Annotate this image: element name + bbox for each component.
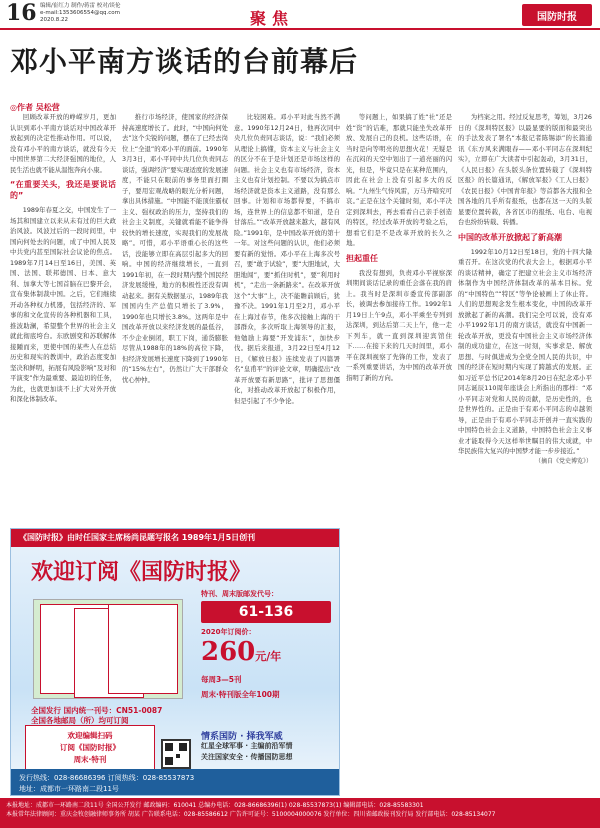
qr-text-2: 订阅《国防时报》 — [60, 743, 120, 752]
subheading-1: “在重要关头，我还是要说话的” — [10, 180, 116, 200]
ad-headline: 欢迎订阅《国防时报》 — [31, 559, 252, 585]
paragraph: 为档案之用。经过反复思考，筹划，3月26日的《深圳特区报》以最显要的版面和最突出的手法发表了署名“本报记者陈锡添”的长篇通讯《东方风来满眼春——邓小平同志在深圳纪实》，立即在广大读者中引起轰动，3月31日，《人民日报》在头版头条位置转载了《深圳特区报》的长篇通讯，《解放军报》《工人日报》《农民日报》《中国青年报》等首都各大报和全国各地的几乎所有报纸，也都在这一天的头版显要位置转载，各省区市的报纸、电台、电视台也纷纷转载、转播。 — [458, 113, 592, 226]
qr-text-3: 周末·特刊 — [73, 755, 107, 764]
ad-postal-code: 61-136 — [201, 601, 331, 623]
footer-line-1: 本报地址：成都市一环路南二段11号 全国公开发行 邮政编码：610041 总编办电话：028-86686396(1) 028-85537873(1) 编辑部电话：028-85583301 — [6, 802, 424, 809]
qr-text-1: 欢迎编辑扫码 — [67, 731, 113, 740]
ad-price-label: 2020年订阅价： — [201, 628, 256, 636]
ad-slogan-3: 关注国家安全 · 传播国防思想 — [201, 753, 293, 761]
paragraph: 比较困难。邓小平对此当然不满意。1990年12月24日，他再次同中央几位负责同志谈话，说：“我们必须从理论上搞懂，资本主义与社会主义的区分不在于是计划还是市场这样的问题。社会主义也有市场经济，资本主义也有计划控制。不要以为搞点市场经济就是资本主义道路，没有那么回事。计划和市场都得要，不搞市场，连世界上的信息都不知道，是自甘落后。”“改革开放越来越大，越有风险。”1991年，是中国改革开放的第十一年。对这些问题的认识，他们必须要有新的觉悟。邓小平在上海多次号召，要“敢于试验”，要“大胆地试，大胆地闯”，要“抓住时机”，要“利用时机”，“走出一条新路来”。在改革开放这个“大事”上，决不能瞻前顾后，犹豫不决。1991年1月至2月，邓小平在上海过春节，他多次接触上海的干部群众，多次听取上海领导的汇报，他勉励上海要“开发浦东”，加快步伐。据后来报道，3月22日至4月12日，《解放日报》连续发表了四篇署名“皇甫平”的评论文章，明确提出“改革开放要有新思路”，批评了思想僵化，对推动改革开放起了积极作用，但是引起了不少争论。 — [234, 113, 340, 405]
qr-code-icon — [161, 739, 191, 769]
paragraph: 等问题上，如果搞了姓“社”还是姓“资”的诘难，那就只能坐失改革开放、发展自己的良机。这些话语，在当时是向等明亮的思想火花！无疑是在沉闷的天空中划出了一道亮丽的闪光，但是，毕竟只是在某种范围内，因此在社会上没有引起多大的反响。“九州生气恃风雷，万马齐喑究可哀。”正是在这个关键时刻，邓小平决定到深圳去，再去看看自己亲手创造的特区，经过改革开放的考验之后，想看它们是不是改革开放的长久之地。 — [346, 113, 452, 247]
section-title: 聚焦 — [250, 9, 295, 28]
header-meta — [40, 3, 160, 24]
article-column-2 — [122, 112, 228, 522]
ad-slogan-2: 红星全球军事 · 主编前沿军情 — [201, 742, 293, 750]
newspaper-logo: 国防时报 — [522, 4, 592, 26]
article-title: 邓小平南方谈话的台前幕后 — [10, 45, 359, 78]
meta-date: 2020.8.22 — [40, 17, 68, 23]
paragraph: 1992年10月12日至18日，党的十四大隆重召开。在这次党的代表大会上，根据邓小平的谈话精神，确定了把建立社会主义市场经济体制作为中国经济体制改革的基本目标。党的“中国特色”“特区”等争论被画上了休止符。人们的思想观念发生根本变化，中国的改革开放掀起了新的高潮。我们完全可以说，没有邓小平1992年1月的南方谈话，就没有中国新一轮改革开放，更没有中国社会主义市场经济体制的成功建立，在这一时刻，实事求是、解放思想、与时俱进成为全党全国人民的共识，中国的经济在短时期内实现了跨越式的发展。正如习近平总书记2014年8月20日在纪念邓小平同志诞辰110周年座谈会上所指出的那样：“邓小平同志对党和人民的贡献，是历史性的，也是世界性的。正是由于有邓小平同志的卓越领导，正是由于有邓小平同志开创并一直实践的中国特色社会主义道路，中国特色社会主义事业才能取得今天这样举世瞩目的伟大成就，中华民族伟大复兴的中国梦才能一步步接近。” — [458, 247, 592, 455]
ad-banner: 《国防时报》由时任国家主席杨尚昆题写报名 1989年1月5日创刊 — [11, 529, 340, 547]
subheading-3: 中国的改革开放掀起了新高潮 — [458, 232, 562, 242]
paragraph: 推行市场经济，使国家的经济保持高速度增长了。此时，“中国向何处去”这个尖锐的问题，摆在了已经去岗位上“全退”的邓小平的面前。1990年3月3日，邓小平同中共几位负责同志谈话，强调经济”要实现适度的发展速度，不能只在眼前的事务里面打圈子，要用宏观战略的眼光分析问题，拿出具体措施。“中国能不能顶住霸权主义、强权政治的压力，坚持我们的社会主义制度，关键就看能不能争得较快的增长速度，实现我们的发展战略”。可惜，邓小平语重心长的这些话，没能够立即在高层引起多大的回响。中国的经济继续增长，一直到1991年初，在一段时期内整个国民经济发展缓慢，地方的积极性还没有调动起来。据有关数据显示，1989年我国国内生产总值只增长了3.9%，1990年也只增长3.8%。这两年是中国改革开放以来经济发展的最低谷，不少企业倒闭，职工下岗，通货膨胀尽管从1988年的18%的高位下降，但经济发展增长速度下降到了1990年的“15%左右”，仍然让广大干部群众忧心忡忡。 — [122, 113, 228, 384]
ad-foot-1: 发行热线：028-86686396 订阅热线：028-85537873 — [19, 774, 195, 782]
ad-slogan-1: 情系国防 · 择我军威 — [201, 732, 283, 742]
ad-weekly: 每周3—5刊 — [201, 675, 242, 684]
page-header — [0, 0, 600, 30]
article-column-3 — [234, 112, 340, 522]
article-column-4 — [346, 112, 452, 795]
ad-phone-label: 特刊、周末版邮发代号： — [201, 590, 278, 598]
source-note: （摘自《党史博览》） — [534, 457, 592, 465]
article-column-1 — [10, 112, 116, 522]
article-column-5 — [458, 112, 592, 795]
magazine-covers-image — [33, 599, 183, 699]
ad-code-2: 全国各地邮局（所）均可订阅 — [31, 716, 129, 725]
paragraph: 1989年春夏之交，中国发生了一场其和国建立以来从未有过的巨大政治风波。风波过后的一段时间里，中国向何处去的问题，成了中国人民及中共党内甚至国际社会议论的焦点。1989年7月14日至16日，美国、英国、法国、联邦德国、日本、意大利、加拿大等七国首脑在巴黎开会，宣布集体制裁中国。之后，它们继续开动各种权力机器，包括经济的、军事的和文化宣传的各种机器和工具，推波助澜，希望整个世界的社会主义就此彻底垮台。东欧剧变和苏联解体接踵而来，更使中国的某些人在总结历史和现实的教训中，政治态度变加坚决和鲜明，拓展有风险影响”及对和平演变”作为最重要、最迫切的任务，为此，也就更加谈不上扩大对外开放和深化体制改革。 — [10, 206, 116, 403]
subheading-2: 担起重任 — [346, 253, 378, 263]
paragraph: 回顾改革开放的峥嵘岁月，更加认识到邓小平南方谈话对中国改革开放起到的决定性推动作用。可以说，没有邓小平的南方谈话，就没有今天中国世界第二大经济强国的地位，人民生活也就不能从温饱奔向小康。 — [10, 113, 116, 174]
subscription-ad — [10, 528, 340, 796]
ad-special: 周末·特刊版全年100期 — [201, 690, 280, 699]
page-footer — [0, 798, 600, 828]
ad-footer — [11, 769, 340, 795]
price-unit: 元/年 — [255, 650, 282, 663]
meta-email: e-mail:1353606554@qq.com — [40, 10, 120, 16]
ad-code-1: 全国发行 国内统一刊号：CN51-0087 — [31, 706, 163, 715]
ad-price — [201, 637, 281, 667]
price-value: 260 — [201, 637, 256, 667]
ad-foot-2: 地址：成都市一环路南二段11号 — [19, 785, 119, 793]
paragraph: 我没有想到，负责邓小平视察深圳期间谈话记录的重任会落在我的肩上。我当时是深圳市委宣传部副部长，被调去参加接待工作。1992年1月19日上午9点，邓小平乘坐专列到达深圳，到达后第二天上午，他一走下列车，就一直到深圳迎宾馆住下……在接下来的几天时间里，邓小平在深圳视察了先锋的工作，发表了一系列重要讲话，为中国的改革开放指明了新的方向。 — [346, 268, 452, 382]
page-number: 16 — [6, 0, 37, 26]
article-byline: ◎作者 吴松营 — [10, 103, 60, 112]
footer-line-2: 本报常年法律顾问：重庆金牧创融律师事务所 胡某 广告联系电话：028-85586612 广告许可证号：5100004000076 发行单位：四川省邮政报刊发行局 发行部电话：028-85134077 — [6, 811, 496, 818]
cover-image — [108, 604, 178, 694]
meta-editors: 编辑/崔红力 制作/蒋雷 校对/谈伦 — [40, 3, 121, 9]
